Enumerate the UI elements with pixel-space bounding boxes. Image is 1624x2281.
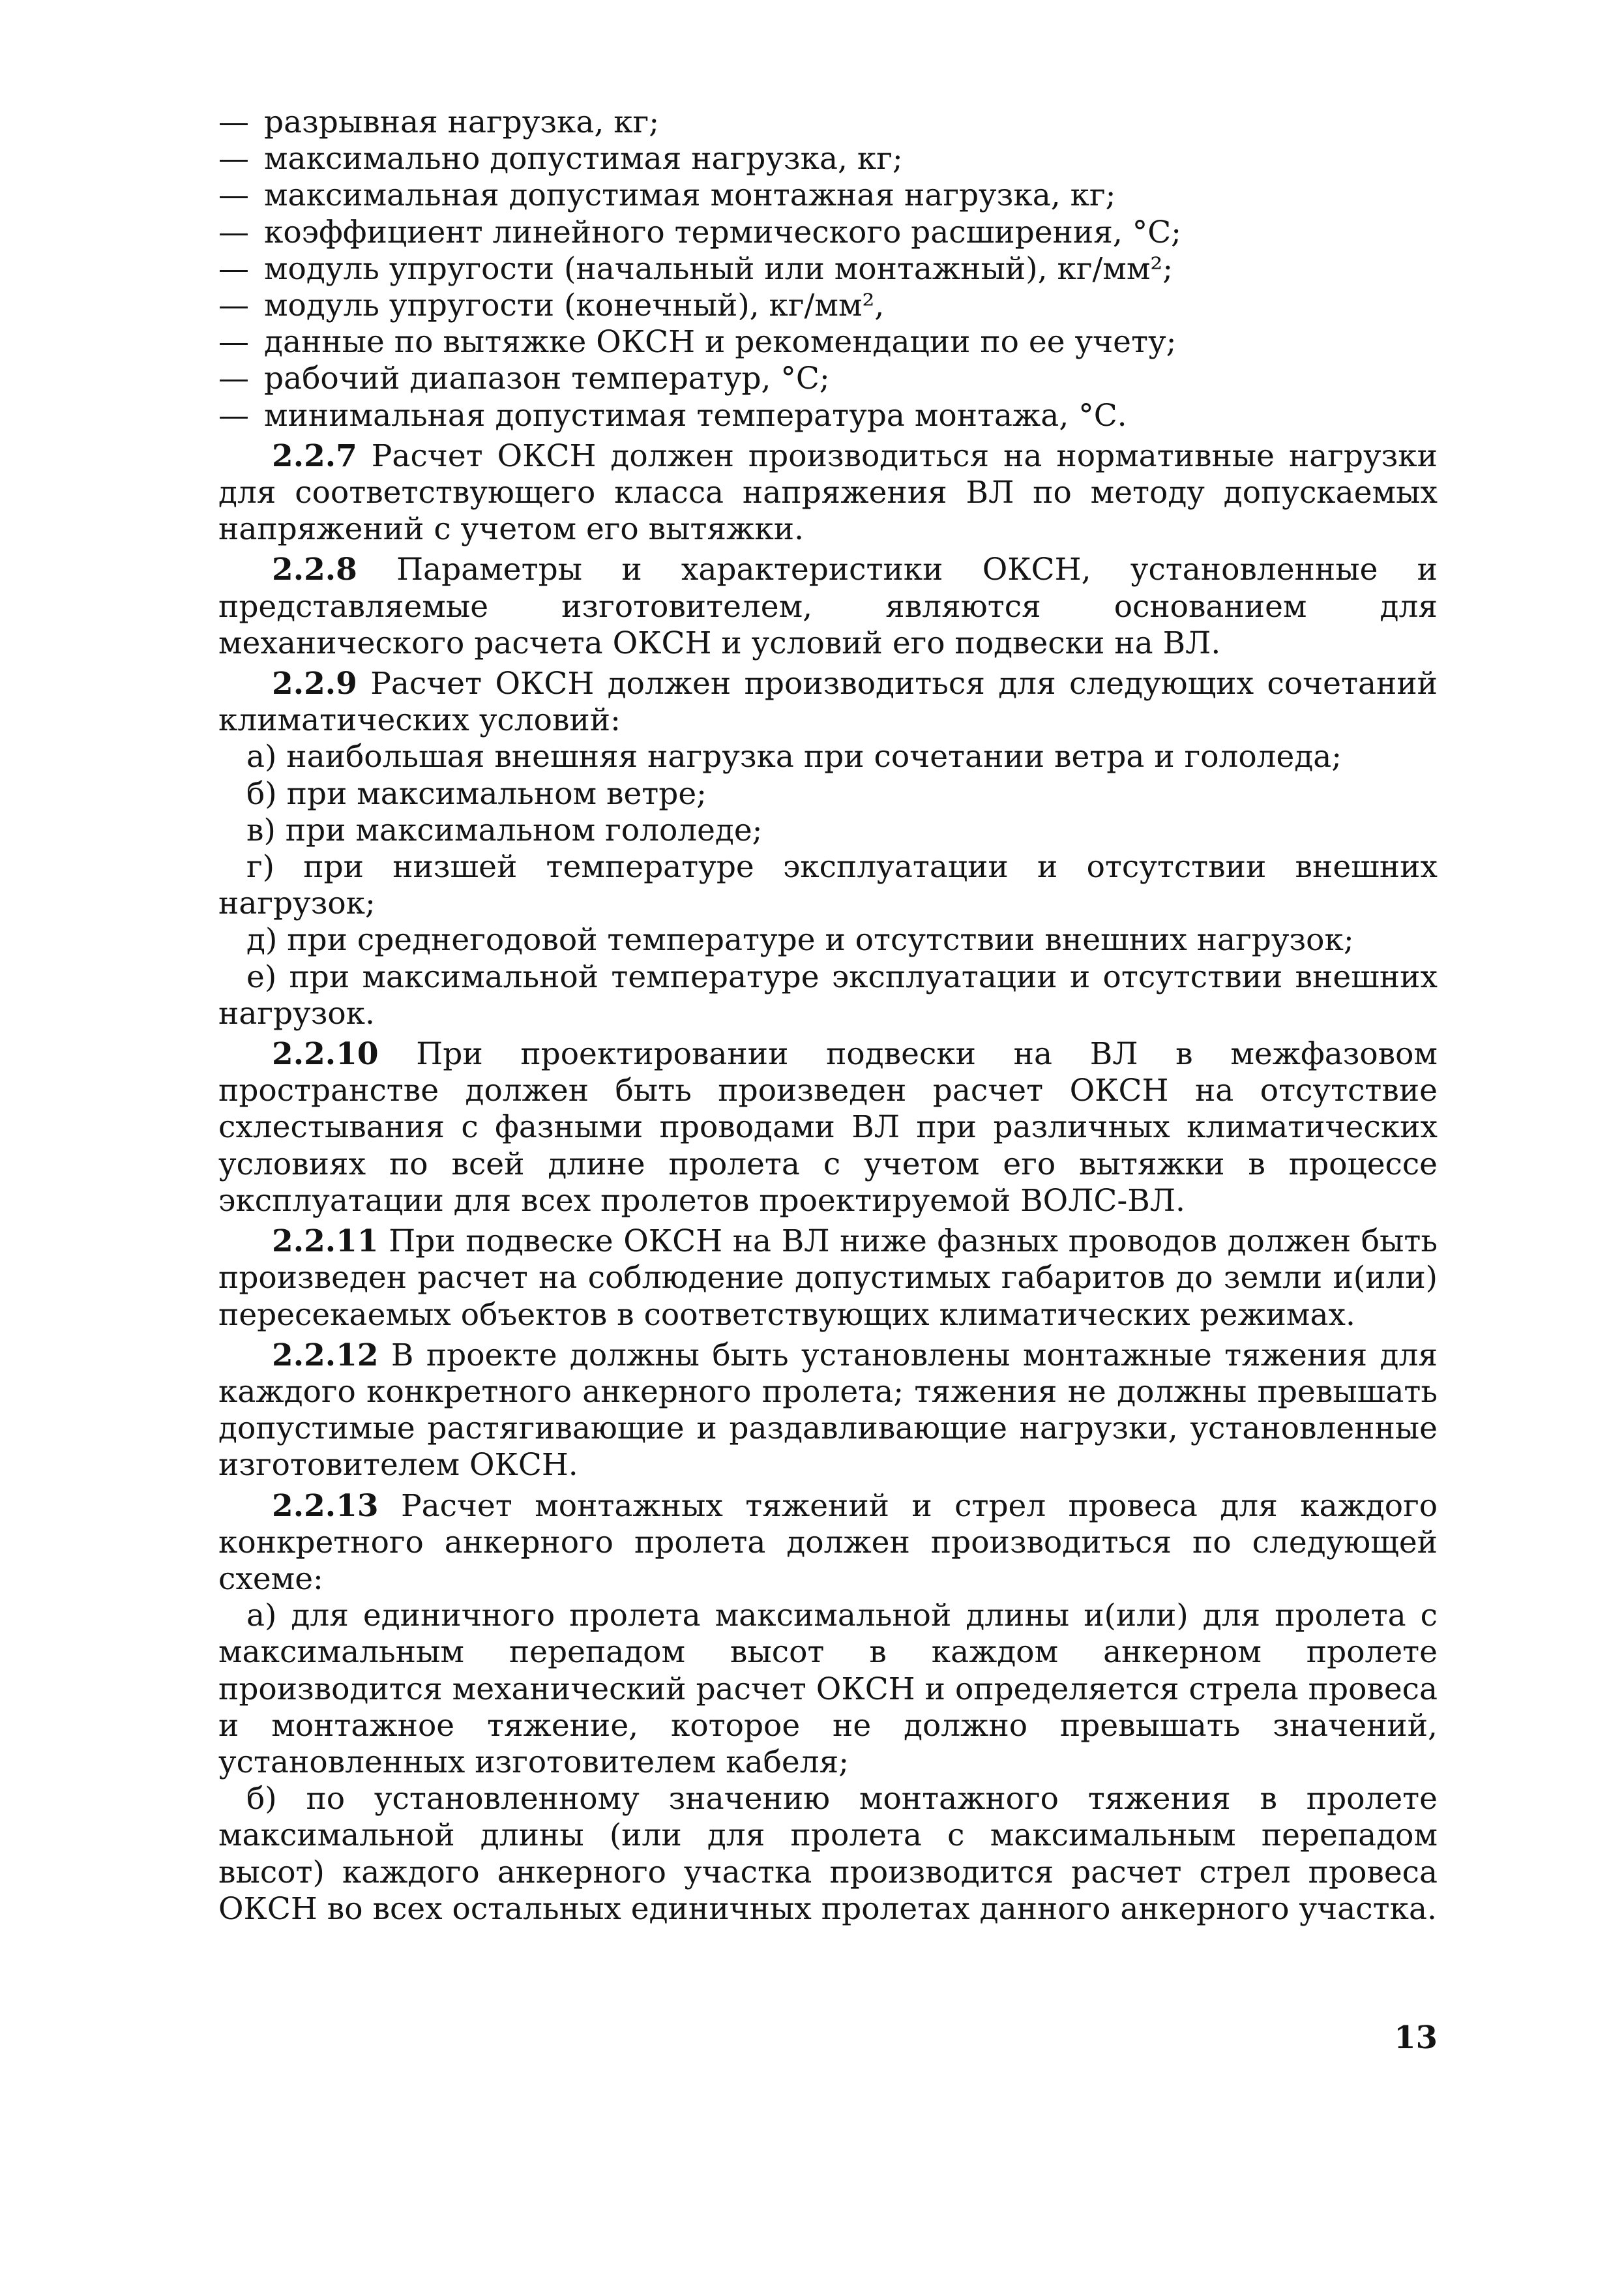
paragraph-2-2-8: 2.2.8 Параметры и характеристики ОКСН, установленные и представляемые изготовителем, являются основанием для механического расчета ОКСН и условий его подвески на ВЛ. <box>218 552 1438 661</box>
list-item: — модуль упругости (конечный), кг/мм², <box>218 288 885 324</box>
parameter-list <box>218 104 1438 434</box>
paragraph-2-2-9: 2.2.9 Расчет ОКСН должен производиться для следующих сочетаний климатических условий: <box>218 666 1438 739</box>
list-item: а) для единичного пролета максимальной длины и(или) для пролета с максимальным перепадом высот в каждом анкерном пролете производится механический расчет ОКСН и определяется стрела провеса и монтажное тяжение, которое не должно превышать значений, установленных изготовителем кабеля; <box>218 1598 1438 1780</box>
list-item: — минимальная допустимая температура монтажа, °С. <box>218 397 1127 434</box>
paragraph-2-2-12: 2.2.12 В проекте должны быть установлены монтажные тяжения для каждого конкретного анкерного пролета; тяжения не должны превышать допустимые растягивающие и раздавливающие нагрузки, установленные изготовителем ОКСН. <box>218 1337 1438 1483</box>
paragraph-2-2-13: 2.2.13 Расчет монтажных тяжений и стрел провеса для каждого конкретного анкерного пролета должен производиться по следующей схеме: <box>218 1487 1438 1597</box>
list-item: — разрывная нагрузка, кг; <box>218 104 660 140</box>
paragraph-2-2-7: 2.2.7 Расчет ОКСН должен производиться на нормативные нагрузки для соответствующего класса напряжения ВЛ по методу допускаемых напряжений с учетом его вытяжки. <box>218 438 1438 548</box>
list-item: — данные по вытяжке ОКСН и рекомендации по ее учету; <box>218 324 1177 361</box>
list-item: б) при максимальном ветре; <box>246 775 707 812</box>
list-item: д) при среднегодовой температуре и отсутствии внешних нагрузок; <box>246 922 1354 959</box>
list-item: в) при максимальном гололеде; <box>246 812 763 848</box>
list-item: г) при низшей температуре эксплуатации и отсутствии внешних нагрузок; <box>218 849 1438 922</box>
list-item: — максимально допустимая нагрузка, кг; <box>218 141 903 177</box>
page-number: 13 <box>1394 2020 1438 2056</box>
list-item: е) при максимальной температуре эксплуатации и отсутствии внешних нагрузок. <box>218 959 1438 1032</box>
list-item: б) по установленному значению монтажного тяжения в пролете максимальной длины (или для пролета с максимальным перепадом высот) каждого анкерного участка производится расчет стрел провеса ОКСН во всех остальных единичных пролетах данного анкерного участка. <box>218 1781 1438 1927</box>
list-item: — рабочий диапазон температур, °С; <box>218 361 830 397</box>
list-item: а) наибольшая внешняя нагрузка при сочетании ветра и гололеда; <box>246 739 1342 775</box>
paragraph-2-2-10: 2.2.10 При проектировании подвески на ВЛ в межфазовом пространстве должен быть произведен расчет ОКСН на отсутствие схлестывания с фазными проводами ВЛ при различных климатических условиях по всей длине пролета с учетом его вытяжки в процессе эксплуатации для всех пролетов проектируемой ВОЛС-ВЛ. <box>218 1036 1438 1219</box>
document-body <box>218 104 1438 1928</box>
list-item: — коэффициент линейного термического расширения, °С; <box>218 214 1182 250</box>
paragraph-2-2-11: 2.2.11 При подвеске ОКСН на ВЛ ниже фазных проводов должен быть произведен расчет на соблюдение допустимых габаритов до земли и(или) пересекаемых объектов в соответствующих климатических режимах. <box>218 1223 1438 1333</box>
list-item: — модуль упругости (начальный или монтажный), кг/мм²; <box>218 250 1174 287</box>
list-item: — максимальная допустимая монтажная нагрузка, кг; <box>218 177 1116 214</box>
